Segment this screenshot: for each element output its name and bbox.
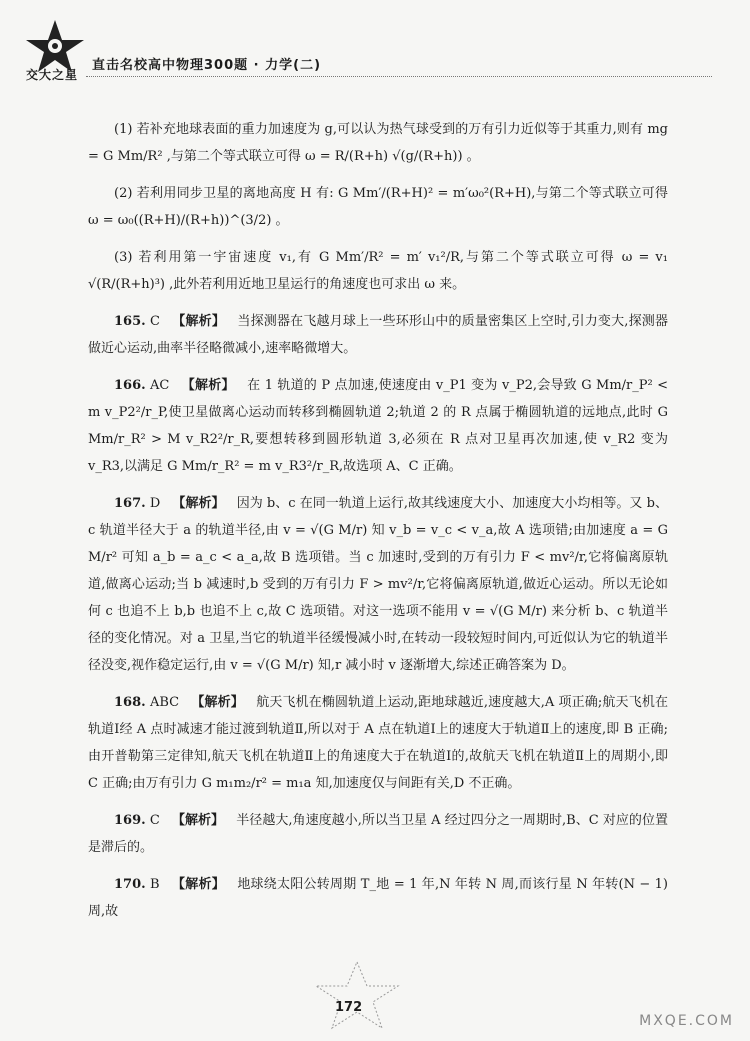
page-content bbox=[88, 116, 668, 935]
question-number: 165. bbox=[114, 314, 146, 329]
answer-letter: C bbox=[149, 813, 160, 828]
analysis-text: 在 1 轨道的 P 点加速,使速度由 v_P1 变为 v_P2,会导致 G Mm/r_P² < m v_P2²/r_P,使卫星做离心运动而转移到椭圆轨道 2;轨道 2 的 R 点属于椭圆轨道的远地点,此时 G Mm/r_R² > M v_R2²/r_R,要想转移到圆形轨道 3,必须在 R 点对卫星再次加速,使 v_R2 变为 v_R3,以满足 G Mm/r_R² = m v_R3²/r_R,故选项 A、C 正确。 bbox=[88, 378, 668, 474]
answer-letter: ABC bbox=[149, 695, 180, 710]
paragraph-2: (2) 若利用同步卫星的离地高度 H 有: G Mm′/(R+H)² = m′ω₀²(R+H),与第二个等式联立可得 ω = ω₀((R+H)/(R+h))^(3/2) 。 bbox=[88, 186, 668, 228]
analysis-text: 地球绕太阳公转周期 T_地 = 1 年,N 年转 N 周,而该行星 N 年转(N − 1)周,故 bbox=[88, 877, 668, 919]
answer-letter: D bbox=[149, 496, 161, 511]
book-title: 直击名校高中物理300题 · 力学(二) bbox=[92, 58, 322, 73]
page-header bbox=[22, 18, 712, 80]
page-number: 172 bbox=[335, 1000, 363, 1015]
analysis-text: 航天飞机在椭圆轨道上运动,距地球越近,速度越大,A 项正确;航天飞机在轨道Ⅰ经 A 点时减速才能过渡到轨道Ⅱ,所以对于 A 点在轨道Ⅰ上的速度大于轨道Ⅱ上的速度,即 B 正确;由开普勒第三定律知,航天飞机在轨道Ⅱ上的角速度大于在轨道Ⅰ的,故航天飞机在轨道Ⅱ上的周期小,即 C 正确;由万有引力 G m₁m₂/r² = m₁a 知,加速度仅与间距有关,D 不正确。 bbox=[88, 695, 668, 791]
question-167 bbox=[88, 490, 668, 679]
answer-letter: AC bbox=[150, 378, 170, 393]
analysis-tag: 【解析】 bbox=[172, 314, 226, 329]
answer-letter: B bbox=[150, 877, 160, 892]
question-number: 168. bbox=[114, 695, 146, 710]
question-number: 170. bbox=[114, 877, 146, 892]
analysis-text: 半径越大,角速度越小,所以当卫星 A 经过四分之一周期时,B、C 对应的位置是滞后的。 bbox=[88, 813, 668, 855]
paragraph-1: (1) 若补充地球表面的重力加速度为 g,可以认为热气球受到的万有引力近似等于其重力,则有 mg = G Mm/R² ,与第二个等式联立可得 ω = R/(R+h) √(g/(R+h)) 。 bbox=[88, 122, 668, 164]
paragraph-3: (3) 若利用第一宇宙速度 v₁,有 G Mm′/R² = m′ v₁²/R,与第二个等式联立可得 ω = v₁ √(R/(R+h)³) ,此外若利用近地卫星运行的角速度也可求出 ω 来。 bbox=[88, 250, 668, 292]
header-divider bbox=[86, 76, 712, 77]
question-number: 167. bbox=[114, 496, 146, 511]
question-169 bbox=[88, 807, 668, 861]
analysis-tag: 【解析】 bbox=[171, 877, 225, 892]
analysis-tag: 【解析】 bbox=[191, 695, 244, 710]
question-168 bbox=[88, 689, 668, 797]
watermark-text: MXQE.COM bbox=[639, 1013, 734, 1029]
question-number: 166. bbox=[114, 378, 146, 393]
answer-letter: C bbox=[150, 314, 160, 329]
analysis-text: 当探测器在飞越月球上一些环形山中的质量密集区上空时,引力变大,探测器做近心运动,曲率半径略微减小,速率略微增大。 bbox=[88, 314, 668, 356]
question-166 bbox=[88, 372, 668, 480]
question-170 bbox=[88, 871, 668, 925]
analysis-tag: 【解析】 bbox=[171, 813, 225, 828]
page-number-star-icon bbox=[312, 960, 402, 1030]
question-165 bbox=[88, 308, 668, 362]
analysis-text: 因为 b、c 在同一轨道上运行,故其线速度大小、加速度大小均相等。又 b、c 轨道半径大于 a 的轨道半径,由 v = √(G M/r) 知 v_b = v_c < v_a,故 A 选项错;由加速度 a = G M/r² 可知 a_b = a_c < a_a,故 B 选项错。当 c 加速时,受到的万有引力 F < mv²/r,它将偏离原轨道,做离心运动;当 b 减速时,b 受到的万有引力 F > mv²/r,它将偏离原轨道,做近心运动。所以无论如何 c 也追不上 b,b 也追不上 c,故 C 选项错。对这一选项不能用 v = √(G M/r) 来分析 b、c 轨道半径的变化情况。对 a 卫星,当它的轨道半径缓慢减小时,在转动一段较短时间内,可近似认为它的轨道半径没变,视作稳定运行,由 v = √(G M/r) 知,r 减小时 v 逐渐增大,综述正确答案为 D。 bbox=[88, 496, 668, 673]
logo-text: 交大之星 bbox=[26, 68, 79, 82]
question-number: 169. bbox=[114, 813, 146, 828]
analysis-tag: 【解析】 bbox=[172, 496, 225, 511]
analysis-tag: 【解析】 bbox=[181, 378, 235, 393]
